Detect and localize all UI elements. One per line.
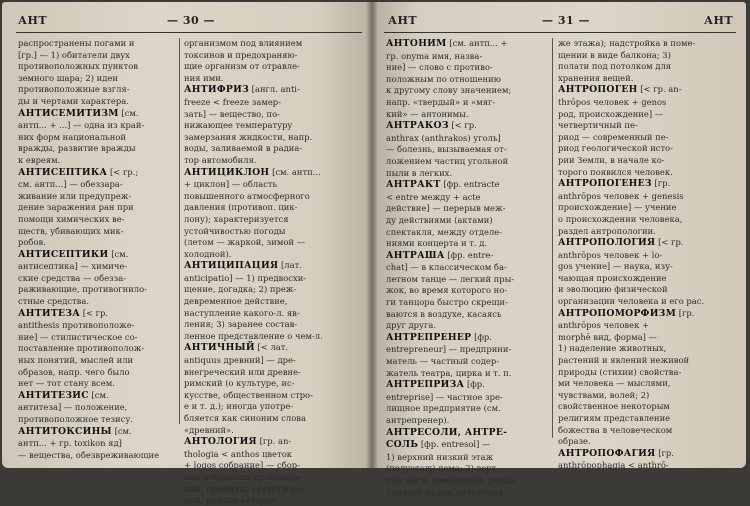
text-line: лону); характеризуется	[184, 213, 289, 224]
headword: АНТИЦИПАЦИЯ	[184, 260, 279, 272]
text-line: chat] — в классическом ба-	[386, 262, 507, 273]
text-line: ных понятий, мыслей или	[18, 355, 134, 366]
text-line: anthrax (anthrakos) уголь]	[386, 132, 501, 143]
headword: АНТИЦИКЛОН	[184, 166, 270, 178]
headword: АНТИСЕПТИКА	[18, 166, 108, 178]
text-line: раживающие, противогнило-	[18, 284, 147, 295]
text-line: устойчивостью погоды	[184, 225, 286, 236]
text-line: бляется как синоним слова	[184, 413, 306, 423]
entry-text: [см. антп...	[269, 166, 321, 177]
text-line: пыли в легких.	[386, 167, 453, 178]
text-line: е и т. д.); иногда употре-	[184, 401, 294, 412]
entry-line	[184, 167, 360, 179]
headword: АНТИЧНЫЙ	[184, 342, 255, 354]
text-line: — болезнь, вызываемая от-	[386, 144, 507, 155]
text-line: anthrōpophagia < anthrō-	[558, 460, 669, 471]
entry-line	[386, 332, 548, 344]
text-line: противоположные взгля-	[18, 84, 130, 95]
right-header-word-left: АНТ	[388, 14, 418, 27]
headword: АНТРОПОГЕНЕЗ	[558, 178, 652, 190]
text-line: робов.	[18, 237, 46, 248]
text-line: ний, преимущ. стихотворе-	[184, 483, 305, 494]
text-line: — вещества, обезвреживающие	[18, 449, 160, 460]
entry-line	[386, 38, 548, 50]
entry-text: [см.	[111, 425, 132, 436]
text-line: лищное предприятие (см.	[386, 403, 501, 414]
entry-text: [см.	[118, 107, 139, 118]
right-column-2	[558, 38, 734, 471]
text-line: ленное представление о чем-л.	[184, 330, 323, 341]
headword: АНТРАКТ	[386, 179, 441, 191]
entry-line	[386, 439, 548, 451]
text-line: девременное действие,	[184, 296, 288, 307]
text-line: antiquus древний] — дре-	[184, 355, 296, 366]
text-line: антп... + ...] — одна из край-	[18, 120, 145, 131]
entry-text: [гр.	[655, 447, 674, 458]
entry-text: [см. антп... +	[446, 38, 508, 48]
text-line: чувствами, волей; 2)	[558, 389, 650, 400]
text-line: няя часть помещения, разде-	[386, 474, 517, 485]
left-page	[2, 2, 372, 506]
entry-line	[18, 426, 176, 438]
entry-line	[18, 108, 176, 120]
headword: АНТИСЕПТИКИ	[18, 248, 109, 260]
entry-text: [фр. entracte	[440, 179, 500, 190]
text-line: напр. «твердый» и «мяг-	[386, 96, 496, 107]
text-line: ские средства — обезза-	[18, 272, 127, 283]
text-line: < entre между + acte	[386, 191, 481, 202]
text-line: воды, заливаемой в радиа-	[184, 143, 303, 154]
entry-line	[184, 342, 360, 354]
entry-text: [< гр.	[655, 237, 684, 248]
text-line: риод геологической исто-	[558, 143, 674, 154]
entry-line	[386, 379, 548, 391]
text-line: ваются в воздухе, касаясь	[386, 308, 502, 319]
text-line: противоположное тезису.	[18, 414, 133, 424]
entry-text: [см.	[88, 389, 109, 400]
entry-text: [лат.	[278, 260, 302, 271]
entry-line	[184, 436, 360, 448]
text-line: anthrōpos человек + lo-	[558, 249, 663, 260]
text-line: thologia < anthos цветок	[184, 448, 293, 459]
text-line: жатель театра, цирка и т. п.	[386, 367, 512, 378]
text-line: ленного на два полуэтажа	[386, 486, 504, 497]
text-line: чающая происхождение	[558, 272, 667, 283]
text-line: нижающее температуру	[184, 120, 293, 131]
text-line: тор автомобиля.	[184, 154, 257, 165]
headword: АНТРЕПРЕНЕР	[386, 331, 472, 343]
headword: АНТРЕСОЛИ, АНТРЕ-	[386, 426, 508, 438]
text-line: свойственное некоторым	[558, 401, 670, 412]
entry-line	[184, 84, 360, 96]
headword: АНТИТЕЗИС	[18, 389, 89, 401]
text-line: раздел антропологии.	[558, 225, 656, 236]
text-line: entreprise] — частное зре-	[386, 391, 503, 402]
text-line: стные средства.	[18, 296, 90, 307]
text-line: антп... + гр. toxikon яд]	[18, 438, 122, 449]
text-line: полати под потолком для	[558, 61, 672, 72]
text-line: же этажа); надстройка в поме-	[558, 38, 696, 48]
text-line: к другому слову значением;	[386, 85, 512, 96]
text-line: живание или предупреж-	[18, 190, 132, 201]
right-column-1	[386, 38, 548, 497]
right-page	[372, 2, 746, 497]
left-column-2	[184, 38, 360, 506]
text-line: ложением частиц угольной	[386, 155, 509, 166]
entry-line	[558, 237, 734, 249]
entry-line	[558, 84, 734, 96]
text-line: холодной).	[184, 248, 232, 259]
headword: АНТОНИМ	[386, 38, 447, 49]
text-line: thrōpos человек + genos	[558, 96, 667, 107]
text-line: anticipatio] — 1) предвосхи-	[184, 272, 307, 283]
text-line: антисептика] — химиче-	[18, 261, 128, 272]
text-line: наступление какого-л. яв-	[184, 307, 300, 318]
text-line: токсинов и предохраняю-	[184, 49, 298, 60]
text-line: ды и чертами характера.	[18, 95, 129, 106]
text-line: религиям представление	[558, 413, 671, 423]
entry-line	[558, 308, 734, 320]
text-line: нет — тот стану всем.	[18, 378, 115, 389]
text-line: anthrōpos человек + genesis	[558, 190, 684, 201]
text-line: щении в виде балкона; 3)	[558, 49, 671, 60]
headword: АНТИТЕЗА	[18, 307, 81, 319]
text-line: происхождение] — учение	[558, 202, 677, 213]
text-line: организмом под влиянием	[184, 38, 303, 48]
headword: АНТРАША	[386, 249, 445, 261]
text-line: entrepreneur] — предприни-	[386, 344, 512, 355]
text-line: положным по отношению	[386, 73, 501, 84]
text-line: земного шара; 2) идеи	[18, 72, 118, 83]
entry-line	[386, 250, 548, 262]
text-line: природы (стихии) свойства-	[558, 366, 682, 377]
left-page-number: — 30 —	[167, 14, 215, 27]
text-line: (полуэтаж) дома; 2) верх-	[386, 463, 500, 474]
text-line: божества в человеческом	[558, 424, 673, 435]
text-line: внегреческий или древне-	[184, 366, 301, 377]
text-line: римский (о культуре, ис-	[184, 378, 295, 389]
right-page-number: — 31 —	[542, 14, 590, 27]
right-header-rule	[384, 32, 736, 33]
text-line: morphē вид, форма] —	[558, 331, 657, 342]
right-header-word-right: АНТ	[704, 14, 734, 27]
text-line: ществ, убивающих мик-	[18, 225, 124, 236]
entry-line	[558, 448, 734, 460]
text-line: антрепренер).	[386, 415, 450, 425]
text-line: помощи химических ве-	[18, 213, 125, 224]
text-line: повышенного атмосферного	[184, 190, 310, 201]
text-line: anthrōpos человек +	[558, 320, 649, 331]
headword: АНТИСЕМИТИЗМ	[18, 107, 119, 119]
text-line: ги танцора быстро скрещи-	[386, 297, 508, 308]
headword: АНТИТОКСИНЫ	[18, 425, 112, 437]
right-column-divider	[552, 38, 553, 438]
entry-text: [англ. anti-	[249, 84, 300, 95]
entry-text: [< гр.	[80, 307, 109, 318]
text-line: ник избранных произведе-	[184, 471, 303, 482]
text-line: ми человека — мыслями,	[558, 378, 671, 389]
text-line: вражды, развитие вражды	[18, 143, 136, 154]
headword: СОЛЬ	[386, 439, 419, 451]
text-line: + logos собрание] — сбор-	[184, 460, 300, 471]
headword: АНТРОПОГЕН	[558, 84, 638, 96]
text-line: кий» — антонимы.	[386, 108, 469, 119]
entry-text: [фр. entresol] —	[418, 439, 491, 450]
text-line: противоположных пунктов	[18, 61, 138, 72]
text-line: друг друга.	[386, 320, 436, 331]
headword: АНТИФРИЗ	[184, 84, 250, 96]
text-line: матель — частный содер-	[386, 356, 500, 367]
entry-line	[558, 178, 734, 190]
text-line: (летом — жаркой, зимой —	[184, 237, 305, 248]
text-line: действие] — перерыв меж-	[386, 203, 506, 214]
entry-line	[386, 179, 548, 191]
entry-line	[18, 390, 176, 402]
headword: АНТРОПОФАГИЯ	[558, 447, 656, 459]
text-line: ний, разных авторов	[184, 495, 276, 506]
entry-line	[386, 427, 548, 439]
text-line: ния ими.	[184, 72, 224, 83]
left-column-1	[18, 38, 176, 458]
entry-line	[18, 308, 176, 320]
text-line: антитеза] — положение,	[18, 402, 128, 413]
text-line: давления (противоп. цик-	[184, 202, 298, 213]
text-line: четвертичный пе-	[558, 120, 638, 131]
text-line: ние] — слово с противо-	[386, 62, 493, 73]
entry-text: [см.	[108, 248, 129, 259]
text-line: зать] — вещество, по-	[184, 108, 280, 119]
entry-line	[386, 120, 548, 132]
text-line: летном танце — легкий пры-	[386, 273, 515, 284]
entry-line	[18, 167, 176, 179]
entry-text: [< гр.	[448, 120, 477, 131]
entry-line	[18, 249, 176, 261]
entry-text: [< лат.	[254, 342, 289, 353]
text-line: жок, во время которого но-	[386, 285, 508, 296]
headword: АНТОЛОГИЯ	[184, 436, 257, 448]
entry-text: [гр. an-	[256, 436, 292, 447]
entry-line	[184, 260, 360, 272]
text-line: образов, напр. чего было	[18, 366, 130, 377]
entry-text: [гр.	[676, 307, 695, 318]
book-gutter	[366, 0, 378, 472]
text-line: «древний».	[184, 424, 234, 435]
text-line: щие организм от отравле-	[184, 61, 300, 72]
text-line: ду действиями (актами)	[386, 214, 493, 225]
text-line: + циклон] — область	[184, 179, 278, 190]
text-line: поставление противополож-	[18, 343, 145, 354]
headword: АНТРАКОЗ	[386, 120, 449, 132]
text-line: гр. onyma имя, назва-	[386, 50, 483, 61]
text-line: хранения вещей.	[558, 72, 634, 83]
text-line: ние] — стилистическое со-	[18, 331, 138, 342]
text-line: торого появился человек.	[558, 166, 673, 177]
headword: АНТРЕПРИЗА	[386, 379, 465, 391]
text-line: риод — современный пе-	[558, 131, 669, 142]
entry-text: [< гр.;	[107, 166, 139, 177]
text-line: род, происхождение] —	[558, 108, 664, 119]
text-line: дение заражения ран при	[18, 202, 134, 213]
text-line: antithesis противоположе-	[18, 320, 135, 331]
text-line: ления; 3) заранее состав-	[184, 319, 298, 330]
text-line: организации человека и его рас.	[558, 296, 705, 307]
text-line: freeze < freeze замер-	[184, 96, 281, 107]
text-line: ниями концерта и т. д.	[386, 238, 488, 249]
text-line: о происхождении человека,	[558, 213, 683, 224]
text-line: замерзания жидкости, напр.	[184, 131, 313, 142]
text-line: щение, догадка; 2) преж-	[184, 284, 297, 295]
text-line: рии Земли, в начале ко-	[558, 154, 665, 165]
entry-text: [< гр. an-	[637, 84, 682, 95]
text-line: распространены погами и	[18, 38, 135, 48]
text-line: к евреям.	[18, 154, 61, 165]
text-line: них форм национальной	[18, 131, 126, 142]
text-line: см. антп...] — обеззара-	[18, 179, 123, 190]
text-line: спектакля, между отделе-	[386, 226, 503, 237]
text-line: кусстве, общественном стро-	[184, 389, 313, 400]
entry-text: [фр.	[464, 379, 485, 390]
left-column-divider	[179, 38, 180, 424]
left-header-rule	[16, 32, 362, 33]
text-line: gos учение] — наука, изу-	[558, 261, 673, 272]
text-line: 1) верхний низкий этаж	[386, 451, 494, 462]
text-line: образе.	[558, 436, 591, 447]
text-line: [гр.] — 1) обитатели двух	[18, 49, 130, 60]
entry-text: [гр.	[651, 178, 671, 189]
text-line: растений и явлений неживой	[558, 355, 690, 366]
left-header-word: АНТ	[18, 14, 48, 27]
headword: АНТРОПОМОРФИЗМ	[558, 307, 677, 319]
entry-text: [фр.	[471, 331, 492, 342]
headword: АНТРОПОЛОГИЯ	[558, 237, 656, 249]
text-line: 1) наделение животных,	[558, 343, 667, 354]
text-line: и эволюцию физической	[558, 284, 668, 295]
entry-text: [фр. entre-	[444, 249, 494, 260]
